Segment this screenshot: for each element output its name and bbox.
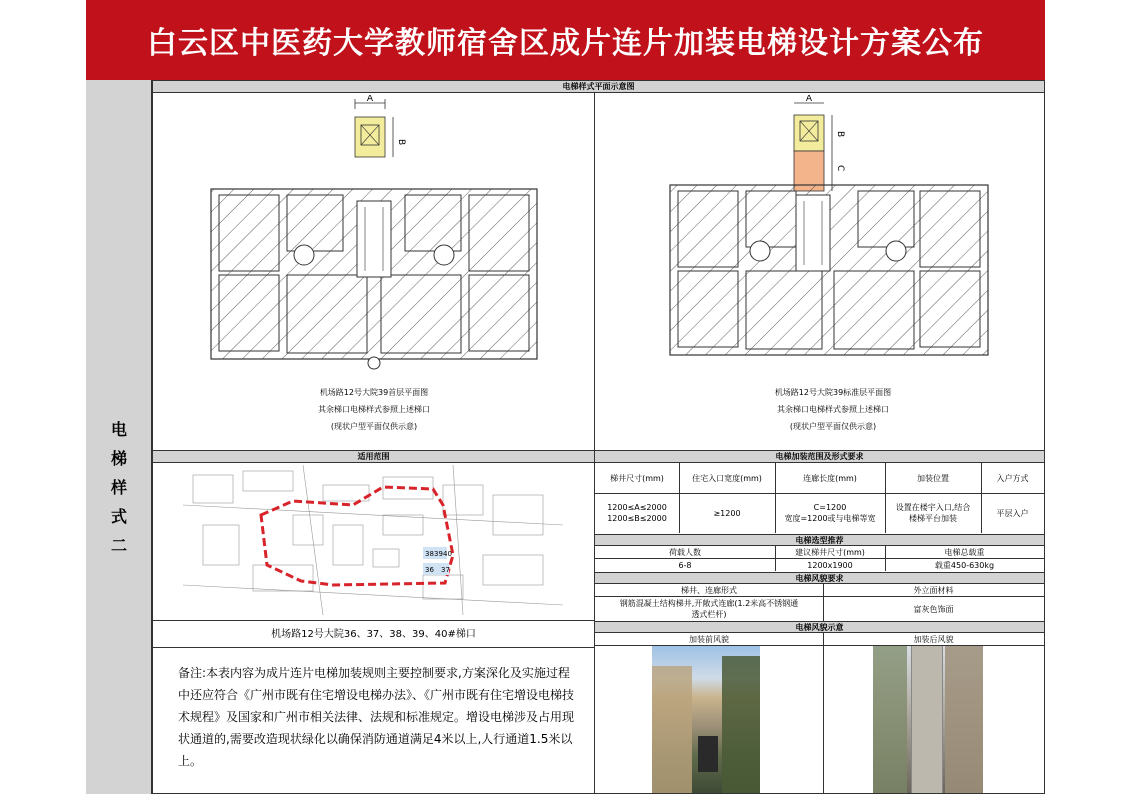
left-plan-caption	[209, 384, 539, 435]
page-title: 白云区中医药大学教师宿舍区成片连片加装电梯设计方案公布	[86, 0, 1045, 80]
rec-col-load: 电梯总载重	[944, 547, 985, 557]
req-shaft-b: 1200≤B≤2000	[607, 514, 667, 523]
req-corridor-value	[775, 493, 885, 533]
scope-header: 适用范围	[153, 451, 594, 463]
elevator-shaft-icon	[794, 115, 824, 151]
note-text: 备注:本表内容为成片连片电梯加装规则主要控制要求,方案深化及实施过程中还应符合《广州市既有住宅增设电梯办法》、《广州市既有住宅增设电梯技术规程》及国家和广州市相关法律、法规和标准规定。增设电梯涉及占用现状通道的,需要改造现状绿化以确保消防通道满足4米以上,人行通道1.5米以上。	[178, 666, 575, 768]
scope-section	[152, 450, 595, 621]
before-photo	[652, 646, 760, 793]
demo-after-label: 加装后风貌	[913, 634, 954, 644]
left-floor-plan	[209, 95, 539, 385]
plan-divider	[594, 93, 595, 450]
dim-b-label: B	[835, 131, 845, 138]
dim-a-label: A	[805, 95, 813, 104]
map-label: 39	[434, 550, 443, 558]
right-plan-caption	[668, 384, 998, 435]
map-label: 40	[443, 550, 452, 558]
req-col-entrance: 住宅入口宽度(mm)	[692, 473, 762, 483]
req-col-shaft: 梯井尺寸(mm)	[610, 473, 664, 483]
scope-caption-box	[152, 620, 595, 648]
dim-a-label: A	[366, 95, 374, 104]
sidebar-label	[86, 415, 152, 560]
rec-load-value: 载重450-630kg	[934, 560, 995, 570]
caption-line: 其余梯口电梯样式参照上述梯口	[777, 405, 889, 414]
map-label: 38	[425, 550, 434, 558]
plan-section	[152, 80, 1045, 451]
recommend-header: 电梯选型推荐	[595, 534, 1044, 546]
rec-people-value: 6-8	[678, 560, 692, 570]
right-floor-plan	[668, 95, 998, 385]
req-entrance-value: ≥1200	[713, 508, 741, 518]
dim-c-label: C	[835, 165, 845, 172]
caption-line: 机场路12号大院39首层平面图	[319, 388, 429, 397]
req-position-line2: 楼梯平台加装	[909, 514, 957, 523]
req-col-position: 加装位置	[917, 473, 949, 483]
rec-col-shaft: 建议梯井尺寸(mm)	[795, 547, 865, 557]
req-corridor-width: 宽度=1200或与电梯等宽	[784, 514, 876, 523]
sidebar-panel	[86, 80, 152, 794]
map-label: 37	[441, 566, 450, 574]
req-shaft-value	[595, 493, 679, 533]
sidebar-char: 式	[110, 507, 127, 526]
requirements-section	[594, 450, 1045, 794]
plan-section-header: 电梯样式平面示意图	[153, 81, 1044, 93]
sidebar-char: 二	[110, 536, 127, 555]
style-demo-header: 电梯风貌示意	[595, 621, 1044, 633]
style-form-line1: 钢筋混凝土结构梯井,开敞式连廊(1.2米高不锈钢通	[619, 599, 799, 608]
caption-line: (现状户型平面仅供示意)	[330, 422, 418, 431]
sidebar-char: 梯	[110, 449, 127, 468]
style-form-line2: 透式栏杆)	[691, 610, 727, 619]
req-col-corridor: 连廊长度(mm)	[803, 473, 857, 483]
after-photo	[873, 646, 983, 793]
elevator-shaft-icon	[355, 117, 385, 157]
demo-before-label: 加装前风貌	[689, 634, 729, 644]
req-shaft-a: 1200≤A≤2000	[607, 503, 667, 512]
rec-shaft-value: 1200x1900	[807, 560, 853, 570]
map-label: 36	[425, 566, 434, 574]
style-form-value	[595, 597, 823, 621]
dim-b-label: B	[396, 139, 406, 146]
style-col-form: 梯井、连廊形式	[681, 585, 737, 595]
style-material-value: 富灰色饰面	[913, 604, 954, 614]
caption-line: 其余梯口电梯样式参照上述梯口	[318, 405, 430, 414]
sidebar-char: 电	[110, 420, 127, 439]
style-req-header: 电梯风貌要求	[595, 572, 1044, 584]
req-position-line1: 设置在楼宇入口,结合	[895, 503, 971, 512]
scope-caption: 机场路12号大院36、37、38、39、40#梯口	[271, 628, 476, 640]
req-corridor-c: C=1200	[813, 503, 847, 512]
rec-col-people: 荷载人数	[669, 547, 701, 557]
site-map	[183, 465, 563, 615]
caption-line: (现状户型平面仅供示意)	[789, 422, 877, 431]
style-col-material: 外立面材料	[913, 585, 954, 595]
req-entry-value: 平层入户	[996, 508, 1029, 518]
sidebar-char: 样	[110, 478, 127, 497]
req-position-value	[885, 493, 981, 533]
requirements-header: 电梯加装范围及形式要求	[595, 451, 1044, 463]
caption-line: 机场路12号大院39标准层平面图	[774, 388, 892, 397]
req-col-entry: 入户方式	[996, 473, 1029, 483]
